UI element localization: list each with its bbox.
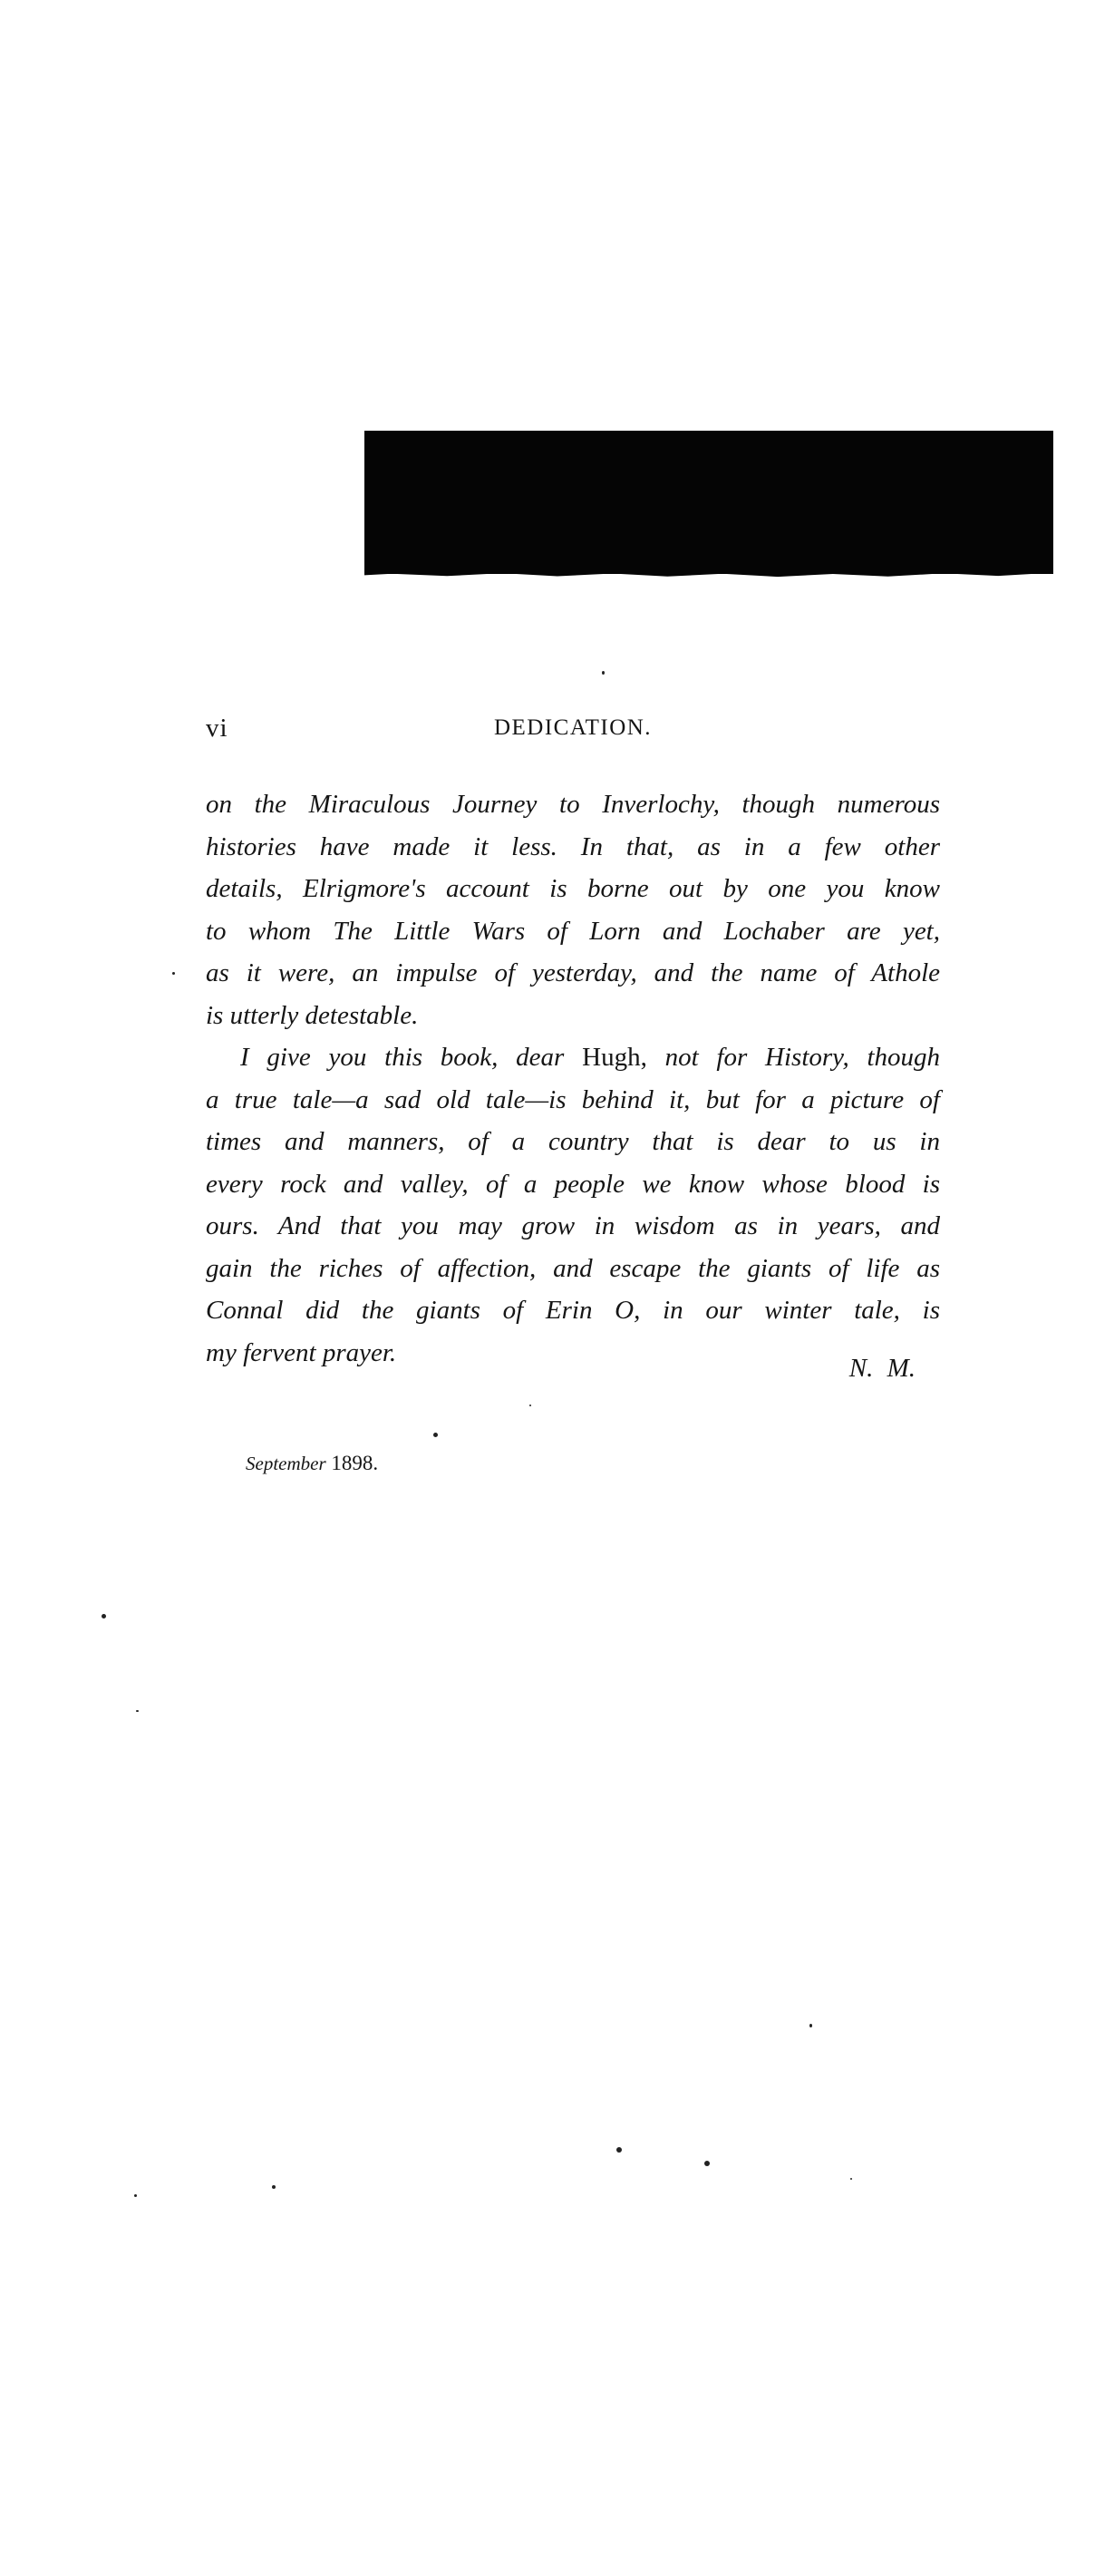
text-line: histories have made it less. In that, as in a few other [206, 831, 940, 861]
paragraph-1 [206, 783, 940, 1036]
scan-speck [704, 2161, 710, 2166]
text-line: a true tale—a sad old tale—is behind it, but for a picture of [206, 1084, 940, 1114]
text-line: times and manners, of a country that is dear to us in [206, 1127, 940, 1156]
text-fragment: I give you this book, dear [240, 1043, 565, 1072]
page-title: DEDICATION. [493, 715, 653, 740]
date-month: September [246, 1453, 326, 1474]
scan-speck [616, 2147, 622, 2153]
scan-speck [529, 1405, 531, 1406]
dateline [246, 1452, 378, 1475]
redaction-block [364, 431, 1053, 574]
dedicatee-name: Hugh, [582, 1043, 647, 1072]
text-line: gain the riches of affection, and escape the giants of life as [206, 1253, 940, 1283]
scan-speck [272, 2185, 276, 2189]
running-head [206, 714, 940, 750]
text-line: to whom The Little Wars of Lorn and Lochaber are yet, [206, 916, 940, 946]
dedication-text [206, 783, 940, 1374]
scan-speck [433, 1433, 438, 1437]
scan-speck [602, 671, 605, 675]
date-year: 1898. [331, 1452, 379, 1474]
text-line: every rock and valley, of a people we know whose blood is [206, 1169, 940, 1199]
scan-speck [172, 972, 175, 975]
page-number: vi [206, 714, 228, 743]
text-fragment: not for History, though [664, 1043, 941, 1072]
scan-speck [850, 2178, 852, 2180]
scan-speck [136, 1710, 139, 1712]
text-line: ours. And that you may grow in wisdom as in years, and [206, 1211, 940, 1240]
scan-speck [134, 2194, 137, 2197]
scan-speck [809, 2024, 812, 2027]
text-line: is utterly detestable. [206, 1000, 419, 1030]
text-line: Connal did the giants of Erin O, in our winter tale, is [206, 1296, 940, 1325]
text-line: as it were, an impulse of yesterday, and the name of Athole [206, 958, 940, 987]
redaction-ragged-edge [364, 568, 1053, 580]
text-line: on the Miraculous Journey to Inverlochy, though numerous [206, 790, 940, 819]
text-line: details, Elrigmore's account is borne out by one you know [206, 874, 940, 903]
signature: N. M. [848, 1354, 916, 1383]
scan-speck [102, 1614, 106, 1619]
paragraph-2 [206, 1036, 940, 1374]
text-line [206, 1036, 940, 1079]
text-line: my fervent prayer. [206, 1337, 397, 1367]
